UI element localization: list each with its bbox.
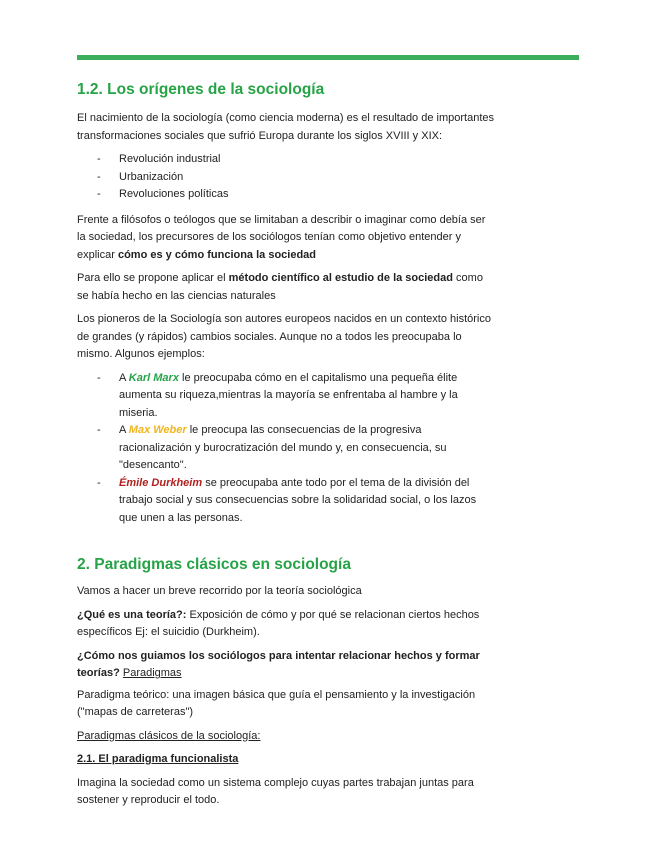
paradigmas-link[interactable]: Paradigmas	[122, 667, 182, 679]
list-item: - Revolución industrial	[97, 153, 221, 165]
header-rule	[77, 55, 579, 60]
author-item-durkheim: - Émile Durkheim se preocupaba ante todo por el tema de la división del trabajo social y sus consecuencias sobre la solidaridad social, o los lazos que unen a las personas.	[97, 476, 477, 524]
transformations-list	[77, 151, 497, 204]
functionalist-paragraph: Imagina la sociedad como un sistema complejo cuyas partes trabajan juntas para sostener y reproducir el todo.	[77, 776, 474, 806]
theory-definition: ¿Qué es una teoría?: Exposición de cómo y por qué se relacionan ciertos hechos específicos Ej: el suicidio (Durkheim).	[77, 608, 480, 638]
pioneers-paragraph: Los pioneros de la Sociología son autores europeos nacidos en un contexto histórico de grandes (y rápidos) cambios sociales. Aunque no a todos les preocupaba lo mismo. Algunos ejemplos:	[77, 313, 491, 360]
authors-list	[77, 370, 497, 528]
document-page	[77, 80, 497, 816]
guidance-question: ¿Cómo nos guiamos los sociólogos para intentar relacionar hechos y formar teorías? Paradigmas	[77, 649, 480, 679]
section-heading-paradigms: 2. Paradigmas clásicos en sociología	[77, 556, 351, 573]
list-item: - Revoluciones políticas	[97, 188, 229, 200]
list-item: - Urbanización	[97, 170, 184, 183]
method-paragraph: Para ello se propone aplicar el método científico al estudio de la sociedad como se había hecho en las ciencias naturales	[77, 272, 483, 302]
section-heading-origins: 1.2. Los orígenes de la sociología	[77, 81, 325, 98]
precursors-paragraph: Frente a filósofos o teólogos que se limitaban a describir o imaginar como debía ser la sociedad, los precursores de los sociólogos tenían como objetivo entender y explicar cómo es y cómo funciona la sociedad	[77, 213, 486, 261]
classics-heading: Paradigmas clásicos de la sociología:	[77, 729, 261, 742]
paradigm-definition: Paradigma teórico: una imagen básica que guía el pensamiento y la investigación ("mapas de carreteras")	[77, 688, 476, 718]
author-item-weber: - A Max Weber le preocupa las consecuencias de la progresiva racionalización y burocratización del mundo y, en consecuencia, su "desencanto".	[97, 424, 447, 471]
overview-paragraph: Vamos a hacer un breve recorrido por la teoría sociológica	[77, 585, 362, 597]
author-item-marx: - A Karl Marx le preocupaba cómo en el capitalismo una pequeña élite aumenta su riqueza,mientras la mayoría se enfrentaba al hambre y la miseria.	[97, 371, 458, 419]
functionalist-heading: 2.1. El paradigma funcionalista	[77, 753, 239, 765]
intro-paragraph: El nacimiento de la sociología (como ciencia moderna) es el resultado de importantes transformaciones sociales que sufrió Europa durante los siglos XVIII y XIX:	[77, 112, 494, 142]
